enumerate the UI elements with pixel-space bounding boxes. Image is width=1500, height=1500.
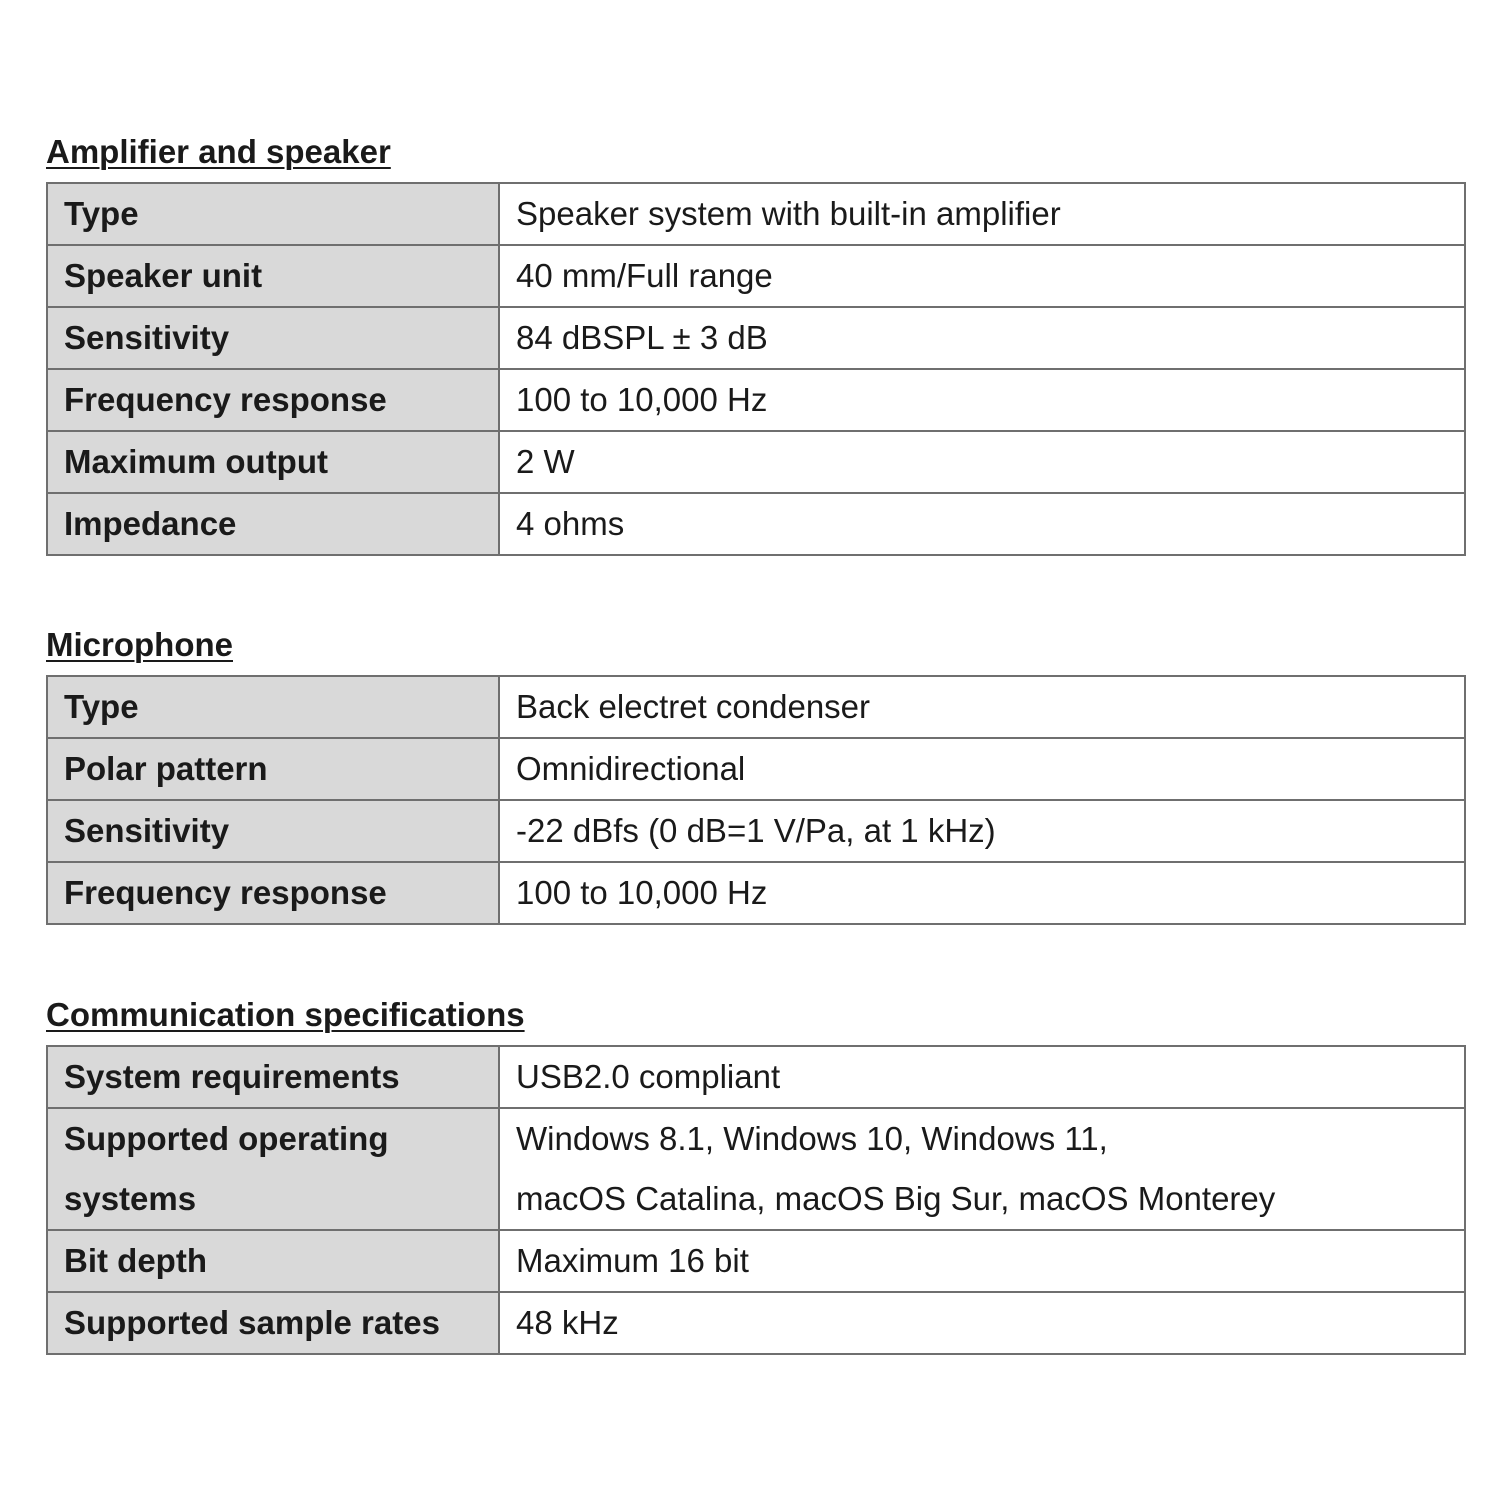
spec-value: 2 W — [499, 431, 1465, 493]
spec-value: -22 dBfs (0 dB=1 V/Pa, at 1 kHz) — [499, 800, 1465, 862]
spec-label: Impedance — [47, 493, 499, 555]
spec-label: Type — [47, 183, 499, 245]
table-row — [47, 1046, 1465, 1108]
spec-label: Frequency response — [47, 862, 499, 924]
spec-value-line: macOS Catalina, macOS Big Sur, macOS Monterey — [516, 1180, 1276, 1217]
table-row — [47, 862, 1465, 924]
spec-label: Speaker unit — [47, 245, 499, 307]
table-row — [47, 307, 1465, 369]
spec-label: Maximum output — [47, 431, 499, 493]
table-row — [47, 800, 1465, 862]
table-row — [47, 245, 1465, 307]
spec-value: Speaker system with built-in amplifier — [499, 183, 1465, 245]
spec-label: Polar pattern — [47, 738, 499, 800]
spec-table-communication — [46, 1045, 1466, 1355]
spec-label: Type — [47, 676, 499, 738]
spec-value: 84 dBSPL ± 3 dB — [499, 307, 1465, 369]
spec-label: Bit depth — [47, 1230, 499, 1292]
spec-value: 48 kHz — [499, 1292, 1465, 1354]
spec-label — [47, 1108, 499, 1230]
table-row — [47, 431, 1465, 493]
spec-label: Frequency response — [47, 369, 499, 431]
spec-value: 100 to 10,000 Hz — [499, 369, 1465, 431]
table-row — [47, 183, 1465, 245]
spec-label: System requirements — [47, 1046, 499, 1108]
section-title: Communication specifications — [46, 996, 525, 1033]
spec-table-amplifier — [46, 182, 1466, 556]
spec-value: 4 ohms — [499, 493, 1465, 555]
spec-label-line: Supported operating — [64, 1120, 389, 1157]
table-row — [47, 738, 1465, 800]
table-row — [47, 369, 1465, 431]
spec-value: USB2.0 compliant — [499, 1046, 1465, 1108]
section-title: Amplifier and speaker — [46, 133, 391, 170]
table-row — [47, 1230, 1465, 1292]
spec-value: Maximum 16 bit — [499, 1230, 1465, 1292]
spec-label: Sensitivity — [47, 800, 499, 862]
spec-value-line: Windows 8.1, Windows 10, Windows 11, — [516, 1120, 1108, 1157]
spec-table-microphone — [46, 675, 1466, 925]
table-row — [47, 1292, 1465, 1354]
spec-value: Omnidirectional — [499, 738, 1465, 800]
table-row — [47, 493, 1465, 555]
spec-value: 40 mm/Full range — [499, 245, 1465, 307]
table-row — [47, 1108, 1465, 1230]
table-row — [47, 676, 1465, 738]
spec-value — [499, 1108, 1465, 1230]
spec-value: Back electret condenser — [499, 676, 1465, 738]
spec-value: 100 to 10,000 Hz — [499, 862, 1465, 924]
spec-label-line: systems — [64, 1180, 197, 1217]
spec-label: Sensitivity — [47, 307, 499, 369]
section-title: Microphone — [46, 626, 233, 663]
spec-label: Supported sample rates — [47, 1292, 499, 1354]
